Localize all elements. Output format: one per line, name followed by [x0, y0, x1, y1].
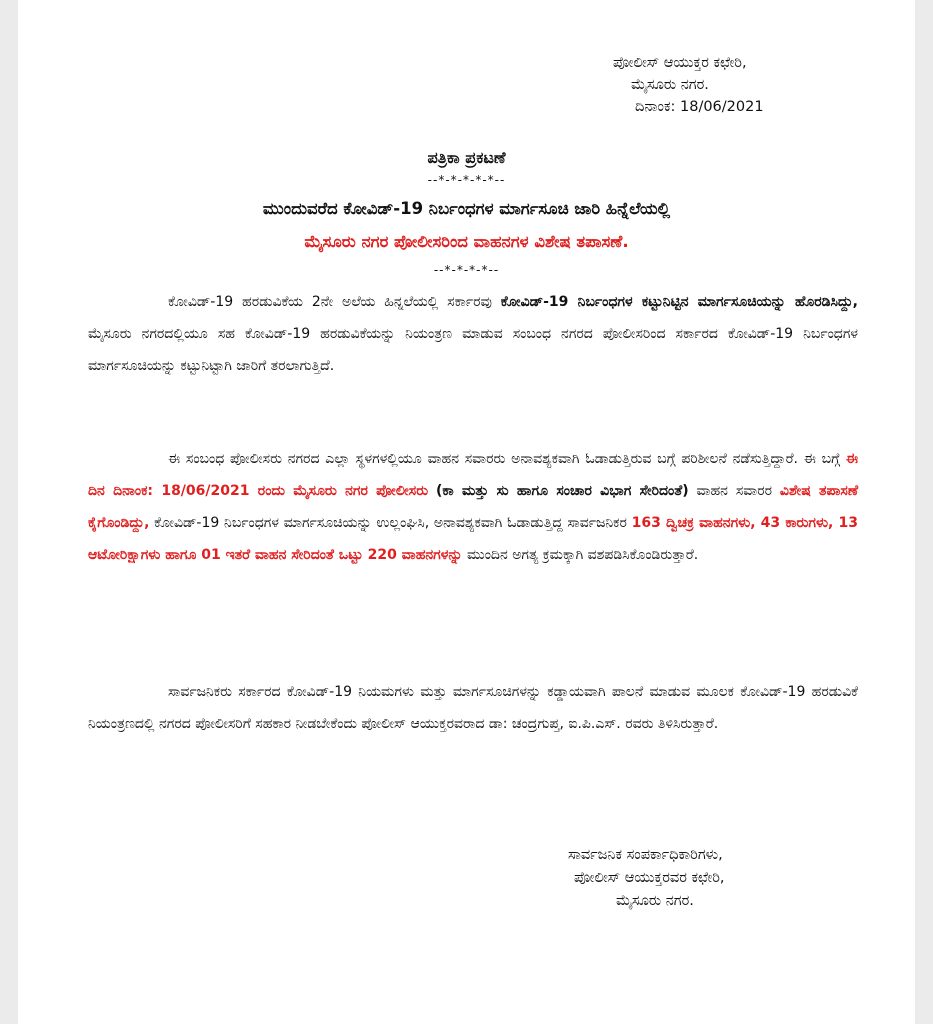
p1-text-2: ಮೈಸೂರು ನಗರದಲ್ಲಿಯೂ ಸಹ ಕೋವಿಡ್-19 ಹರಡುವಿಕೆಯನ್ನು ನಿಯಂತ್ರಣ ಮಾಡುವ ಸಂಬಂಧ ನಗರದ ಪೋಲೀಸರಿಂದ ಸರ್ಕಾರದ ಕೋವಿಡ್-19 ನಿರ್ಬಂಧಗಳ ಮಾರ್ಗಸೂಚಿಯನ್ನು ಕಟ್ಟುನಿಟ್ಟಾಗಿ ಜಾರಿಗೆ ತರಲಾಗುತ್ತಿದೆ.	[88, 326, 858, 374]
headline: ಮುಂದುವರೆದ ಕೋವಿಡ್-19 ನಿರ್ಬಂಧಗಳ ಮಾರ್ಗಸೂಚಿ ಜಾರಿ ಹಿನ್ನೆಲೆಯಲ್ಲಿ	[262, 199, 671, 218]
signature-block	[568, 844, 828, 913]
signatory-title: ಸಾರ್ವಜನಿಕ ಸಂಪರ್ಕಾಧಿಕಾರಿಗಳು,	[568, 847, 723, 863]
title-separator: --*-*-*-*-*--	[427, 173, 506, 187]
p2-red-date: ಈ ದಿನ ದಿನಾಂಕ: 18/06/2021 ರಂದು ಮೈಸೂರು ನಗರ ಪೋಲೀಸರು	[88, 451, 858, 499]
p2-text-4: ಮುಂದಿನ ಅಗತ್ಯ ಕ್ರಮಕ್ಕಾಗಿ ವಶಪಡಿಸಿಕೊಂಡಿರುತ್ತಾರೆ.	[462, 547, 699, 563]
p2-text-3: ಕೋವಿಡ್-19 ನಿರ್ಬಂಧಗಳ ಮಾರ್ಗಸೂಚಿಯನ್ನು ಉಲ್ಲಂಘಿಸಿ, ಅನಾವಶ್ಯಕವಾಗಿ ಓಡಾಡುತ್ತಿದ್ದ ಸಾರ್ವಜನಿಕರ	[149, 515, 632, 531]
office-city: ಮೈಸೂರು ನಗರ.	[631, 77, 709, 93]
p2-text-1: ಈ ಸಂಬಂಧ ಪೋಲೀಸರು ನಗರದ ಎಲ್ಲಾ ಸ್ಥಳಗಳಲ್ಲಿಯೂ ವಾಹನ ಸವಾರರು ಅನಾವಶ್ಯಕವಾಗಿ ಓಡಾಡುತ್ತಿರುವ ಬಗ್ಗೆ ಪರಿಶೀಲನೆ ನಡೆಸುತ್ತಿದ್ದಾರೆ. ಈ ಬಗ್ಗೆ	[168, 451, 846, 467]
signatory-city: ಮೈಸೂರು ನಗರ.	[616, 893, 694, 909]
p3-text: ಸಾರ್ವಜನಿಕರು ಸರ್ಕಾರದ ಕೋವಿಡ್-19 ನಿಯಮಗಳು ಮತ್ತು ಮಾರ್ಗಸೂಚಿಗಳನ್ನು ಕಡ್ಡಾಯವಾಗಿ ಪಾಲನೆ ಮಾಡುವ ಮೂಲಕ ಕೋವಿಡ್-19 ಹರಡುವಿಕೆ ನಿಯಂತ್ರಣದಲ್ಲಿ ನಗರದ ಪೋಲೀಸರಿಗೆ ಸಹಕಾರ ನೀಡಬೇಕೆಂದು ಪೋಲೀಸ್ ಆಯುಕ್ತರವರಾದ ಡಾ: ಚಂದ್ರಗುಪ್ತ, ಐ.ಪಿ.ಎಸ್. ರವರು ತಿಳಿಸಿರುತ್ತಾರೆ.	[88, 684, 858, 732]
press-release-page	[18, 0, 915, 1024]
headline-separator: --*-*-*-*--	[433, 263, 500, 277]
paragraph-3	[88, 676, 858, 740]
paragraph-1	[88, 286, 858, 382]
p1-bold-guidelines: ಕೋವಿಡ್-19 ನಿರ್ಬಂಧಗಳ ಕಟ್ಟುನಿಟ್ಟಿನ ಮಾರ್ಗಸೂಚಿಯನ್ನು ಹೊರಡಿಸಿದ್ದು,	[500, 294, 858, 310]
office-address-header	[613, 52, 843, 118]
document-date: ದಿನಾಂಕ: 18/06/2021	[635, 99, 764, 115]
signatory-office: ಪೋಲೀಸ್ ಆಯುಕ್ತರವರ ಕಛೇರಿ,	[574, 870, 725, 886]
p2-space	[428, 483, 436, 499]
office-name: ಪೋಲೀಸ್ ಆಯುಕ್ತರ ಕಛೇರಿ,	[613, 55, 747, 71]
p2-text-2: ವಾಹನ ಸವಾರರ	[688, 483, 780, 499]
p2-bold-division: (ಕಾ ಮತ್ತು ಸು ಹಾಗೂ ಸಂಚಾರ ವಿಭಾಗ ಸೇರಿದಂತೆ)	[436, 483, 689, 499]
p2-red-inspection: ವಿಶೇಷ ತಪಾಸಣೆ ಕೈಗೊಂಡಿದ್ದು,	[88, 483, 859, 531]
headline-highlight: ಮೈಸೂರು ನಗರ ಪೋಲೀಸರಿಂದ ವಾಹನಗಳ ವಿಶೇಷ ತಪಾಸಣೆ.	[304, 232, 629, 251]
paragraph-2	[88, 443, 858, 571]
p2-red-vehicle-counts: 163 ದ್ವಿಚಕ್ರ ವಾಹನಗಳು, 43 ಕಾರುಗಳು, 13 ಆಟೋರಿಕ್ಷಾಗಳು ಹಾಗೂ 01 ಇತರೆ ವಾಹನ ಸೇರಿದಂತೆ ಒಟ್ಟು 220 ವಾಹನಗಳನ್ನು	[88, 515, 859, 563]
page-title: ಪತ್ರಿಕಾ ಪ್ರಕಟಣೆ	[427, 148, 506, 167]
p1-text-1: ಕೋವಿಡ್-19 ಹರಡುವಿಕೆಯ 2ನೇ ಅಲೆಯ ಹಿನ್ನಲೆಯಲ್ಲಿ ಸರ್ಕಾರವು	[168, 294, 501, 310]
